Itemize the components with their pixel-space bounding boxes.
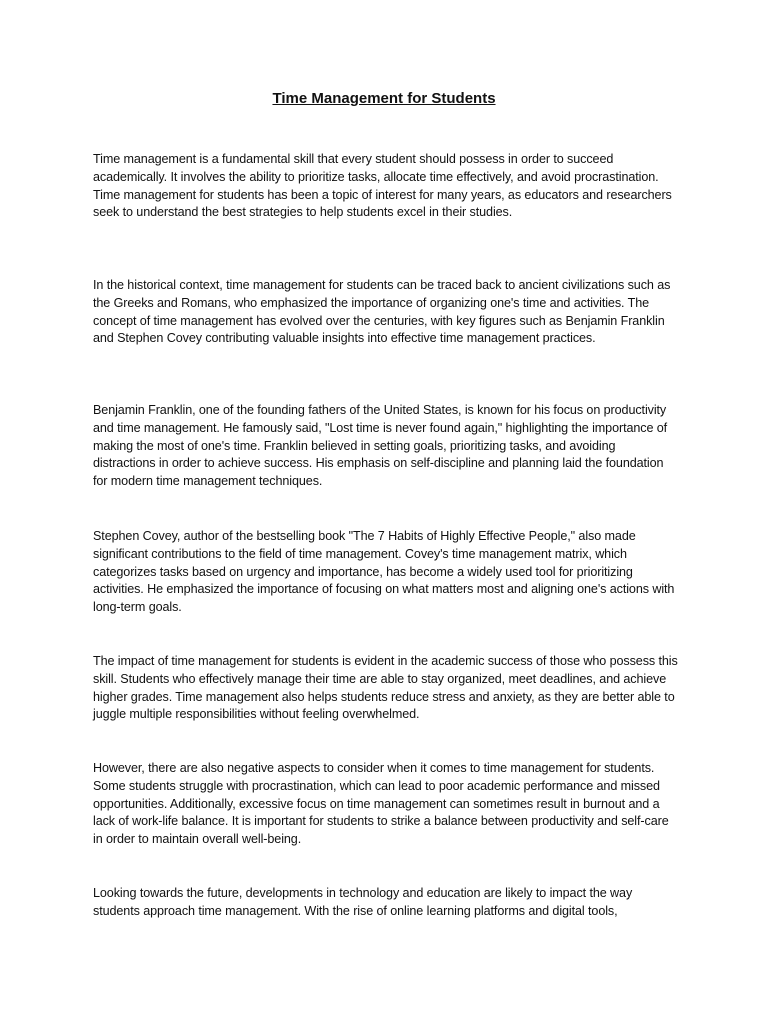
paragraph-impact: The impact of time management for students is evident in the academic success of those who possess this skill. Students who effectively manage their time are able to stay organized, meet deadlines, and achieve higher grades. Time management also helps students reduce stress and anxiety, as they are better able to juggle multiple responsibilities without feeling overwhelmed.: [93, 654, 678, 722]
paragraph-benjamin-franklin: Benjamin Franklin, one of the founding fathers of the United States, is known for his focus on productivity and time management. He famously said, "Lost time is never found again," highlighting the importance of making the most of one's time. Franklin believed in setting goals, prioritizing tasks, and avoiding distractions in order to achieve success. His emphasis on self-discipline and planning laid the foundation for modern time management techniques.: [93, 403, 668, 489]
paragraph-historical-context: In the historical context, time management for students can be traced back to ancient civilizations such as the Greeks and Romans, who emphasized the importance of organizing one's time and activities. The concept of time management has evolved over the centuries, with key figures such as Benjamin Franklin and Stephen Covey contributing valuable insights into effective time management practices.: [93, 278, 671, 346]
paragraph-stephen-covey: Stephen Covey, author of the bestselling book "The 7 Habits of Highly Effective People," also made significant contributions to the field of time management. Covey's time management matrix, which categorizes tasks based on urgency and importance, has become a widely used tool for prioritizing activities. He emphasized the importance of focusing on what matters most and aligning one's actions with long-term goals.: [93, 529, 675, 615]
paragraph-introduction: Time management is a fundamental skill that every student should possess in order to succeed academically. It involves the ability to prioritize tasks, allocate time effectively, and avoid procrastination. Time management for students has been a topic of interest for many years, as educators and researchers seek to understand the best strategies to help students excel in their studies.: [93, 152, 672, 220]
document-title: Time Management for Students: [272, 90, 496, 107]
paragraph-future: Looking towards the future, developments in technology and education are likely to impact the way students approach time management. With the rise of online learning platforms and digital tools,: [93, 886, 633, 918]
paragraph-negative-aspects: However, there are also negative aspects to consider when it comes to time management for students. Some students struggle with procrastination, which can lead to poor academic performance and missed opportunities. Additionally, excessive focus on time management can sometimes result in burnout and a lack of work-life balance. It is important for students to strike a balance between productivity and self-care in order to maintain overall well-being.: [93, 761, 669, 847]
